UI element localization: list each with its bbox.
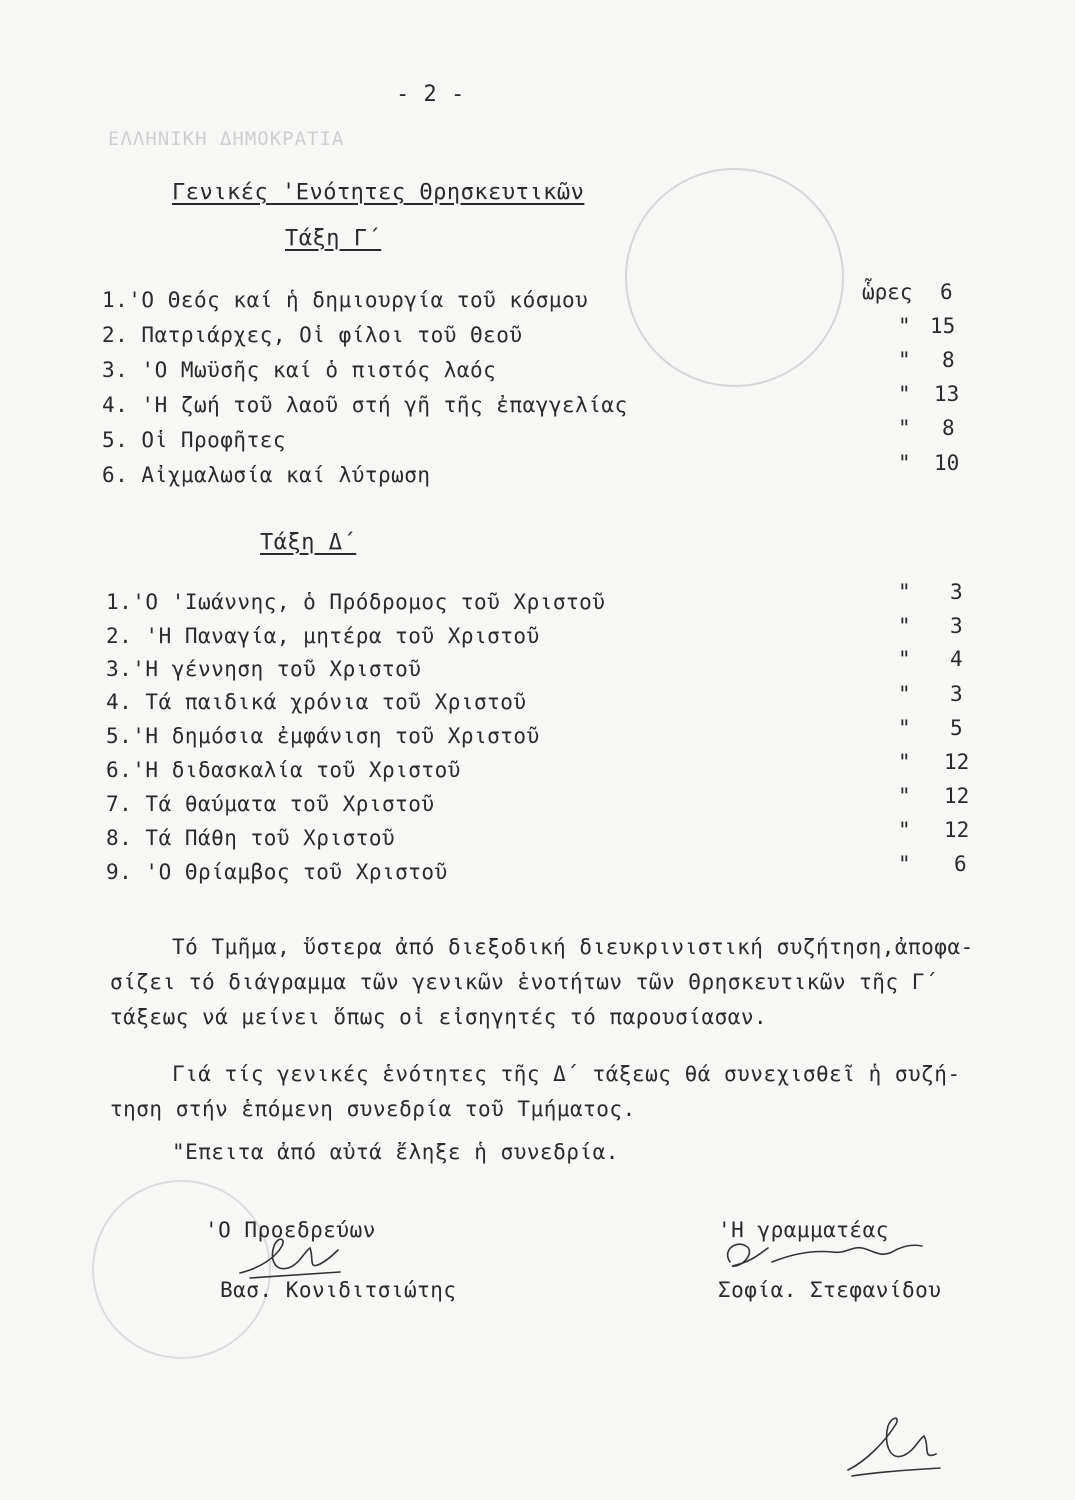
paragraph-line: Τό Τμῆμα, ὕστερα ἀπό διεξοδική διευκρινιστική συζήτηση,ἀποφα- xyxy=(172,935,974,959)
list-item: 2. 'Η Παναγία, μητέρα τοῦ Χριστοῦ xyxy=(106,624,540,648)
list-item: 2. Πατριάρχες, Οἱ φίλοι τοῦ Θεοῦ xyxy=(102,323,523,347)
list-item: 4. Τά παιδικά χρόνια τοῦ Χριστοῦ xyxy=(106,690,527,714)
class-d-title: Τάξη Δ΄ xyxy=(260,530,357,555)
ditto-mark: " xyxy=(898,750,911,774)
hours-value: 8 xyxy=(942,416,955,440)
ditto-mark: " xyxy=(898,818,911,842)
ditto-mark: " xyxy=(898,451,911,475)
secretary-name: Σοφία. Στεφανίδου xyxy=(718,1278,942,1302)
list-item: 3. 'Ο Μωϋσῆς καί ὁ πιστός λαός xyxy=(102,358,497,382)
hours-value: 3 xyxy=(950,682,963,706)
list-item: 8. Τά Πάθη τοῦ Χριστοῦ xyxy=(106,826,396,850)
ditto-mark: " xyxy=(898,416,911,440)
bleed-through-seal xyxy=(625,168,844,387)
hours-value: 6 xyxy=(940,280,953,304)
hours-value: 8 xyxy=(942,348,955,372)
ditto-mark: " xyxy=(898,580,911,604)
hours-value: 4 xyxy=(950,647,963,671)
ditto-mark: " xyxy=(898,348,911,372)
list-item: 1.'Ο Θεός καί ἡ δημιουργία τοῦ κόσμου xyxy=(102,288,589,312)
hours-value: 3 xyxy=(950,580,963,604)
list-item: 5. Οἱ Προφῆτες xyxy=(102,428,287,452)
list-item: 9. 'Ο Θρίαμβος τοῦ Χριστοῦ xyxy=(106,860,448,884)
ditto-mark: " xyxy=(898,852,911,876)
list-item: 5.'Η δημόσια ἐμφάνιση τοῦ Χριστοῦ xyxy=(106,724,540,748)
page-number: - 2 - xyxy=(396,82,465,107)
list-item: 6. Αἰχμαλωσία καί λύτρωση xyxy=(102,463,431,487)
closing-line: "Επειτα ἀπό αὐτά ἔληξε ἡ συνεδρία. xyxy=(172,1140,619,1164)
section-heading: Γενικές 'Ενότητες Θρησκευτικῶν xyxy=(172,180,585,205)
hours-value: 15 xyxy=(930,314,956,338)
hours-value: 12 xyxy=(944,750,970,774)
class-c-title: Τάξη Γ΄ xyxy=(285,226,382,251)
list-item: 6.'Η διδασκαλία τοῦ Χριστοῦ xyxy=(106,758,461,782)
paragraph-line: τηση στήν ἑπόμενη συνεδρία τοῦ Τμήματος. xyxy=(110,1097,636,1121)
list-item: 4. 'Η ζωή τοῦ λαοῦ στή γῆ τῆς ἐπαγγελίας xyxy=(102,393,628,417)
hours-value: 3 xyxy=(950,614,963,638)
list-item: 1.'Ο 'Ιωάννης, ὁ Πρόδρομος τοῦ Χριστοῦ xyxy=(106,590,606,614)
ditto-mark: " xyxy=(898,784,911,808)
paragraph-line: σίζει τό διάγραμμα τῶν γενικῶν ἑνοτήτων τῶν Θρησκευτικῶν τῆς Γ΄ xyxy=(110,970,939,994)
ditto-mark: " xyxy=(898,647,911,671)
bleed-through-text: ΕΛΛΗΝΙΚΗ ΔΗΜΟΚΡΑΤΙΑ xyxy=(108,128,345,150)
hours-value: 10 xyxy=(934,451,960,475)
ditto-mark: " xyxy=(898,614,911,638)
hours-value: 5 xyxy=(950,716,963,740)
chair-name: Βασ. Κονιδιτσιώτης xyxy=(220,1278,457,1302)
hours-label: ὧρες xyxy=(862,280,913,304)
chair-title: 'Ο Προεδρεύων xyxy=(205,1218,376,1242)
paragraph-line: τάξεως νά μείνει ὅπως οἱ εἰσηγητές τό παρουσίασαν. xyxy=(110,1005,768,1029)
list-item: 7. Τά θαύματα τοῦ Χριστοῦ xyxy=(106,792,435,816)
list-item: 3.'Η γέννηση τοῦ Χριστοῦ xyxy=(106,657,422,681)
hours-value: 6 xyxy=(954,852,967,876)
hours-value: 13 xyxy=(934,382,960,406)
paragraph-line: Γιά τίς γενικές ἑνότητες τῆς Δ΄ τάξεως θά συνεχισθεῖ ἡ συζή- xyxy=(172,1062,961,1086)
ditto-mark: " xyxy=(898,682,911,706)
ditto-mark: " xyxy=(898,716,911,740)
secretary-signature xyxy=(712,1232,932,1280)
chair-signature xyxy=(230,1228,350,1288)
secretary-title: 'Η γραμματέας xyxy=(718,1218,889,1242)
ditto-mark: " xyxy=(898,382,911,406)
ditto-mark: " xyxy=(898,314,911,338)
hours-value: 12 xyxy=(944,784,970,808)
initials-signature xyxy=(838,1410,948,1480)
hours-value: 12 xyxy=(944,818,970,842)
